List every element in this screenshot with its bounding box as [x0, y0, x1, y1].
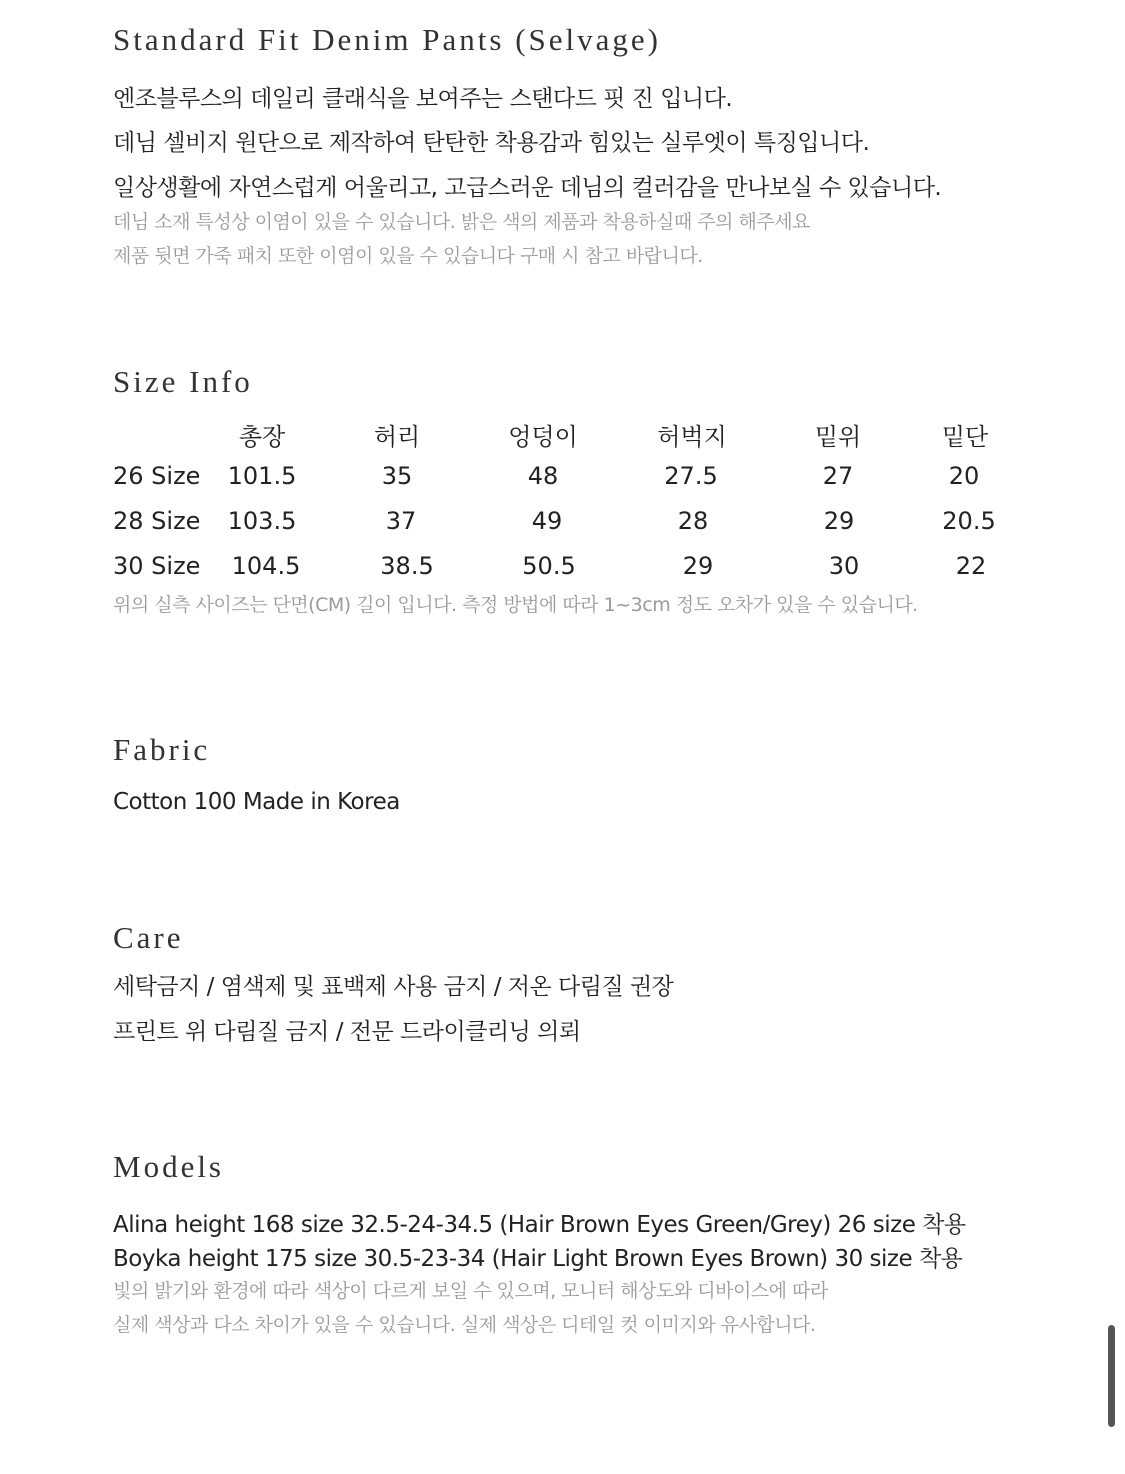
table-cell: 29 [823, 507, 855, 535]
table-cell: 22 [955, 552, 987, 580]
table-cell: 38.5 [380, 552, 434, 580]
table-cell: 103.5 [227, 507, 297, 535]
row-label: 28 Size [113, 507, 201, 535]
row-label: 30 Size [113, 552, 201, 580]
table-cell: 101.5 [227, 462, 297, 490]
column-header: 허리 [373, 423, 421, 451]
fabric-text: Cotton 100 Made in Korea [113, 789, 400, 815]
description-line: 일상생활에 자연스럽게 어울리고, 고급스러운 데님의 컬러감을 만나보실 수 있습니다. [113, 175, 942, 201]
table-cell: 48 [527, 462, 559, 490]
models-heading: Models [113, 1149, 224, 1184]
row-label: 26 Size [113, 462, 201, 490]
column-header: 허벅지 [657, 423, 727, 451]
description-note: 제품 뒷면 가죽 패치 또한 이염이 있을 수 있습니다 구매 시 참고 바랍니다. [113, 245, 703, 267]
column-header: 총장 [238, 423, 286, 451]
care-line: 세탁금지 / 염색제 및 표백제 사용 금지 / 저온 다림질 권장 [113, 974, 674, 1000]
table-cell: 27.5 [664, 462, 718, 490]
description-note: 데님 소재 특성상 이염이 있을 수 있습니다. 밝은 색의 제품과 착용하실때 주의 해주세요 [113, 211, 810, 233]
table-cell: 20 [948, 462, 980, 490]
column-header: 엉덩이 [508, 423, 578, 451]
table-cell: 30 [828, 552, 860, 580]
models-note: 실제 색상과 다소 차이가 있을 수 있습니다. 실제 색상은 디테일 컷 이미지와 유사합니다. [113, 1314, 816, 1336]
fabric-heading: Fabric [113, 732, 211, 767]
size-note: 위의 실측 사이즈는 단면(CM) 길이 입니다. 측정 방법에 따라 1~3cm 정도 오차가 있을 수 있습니다. [113, 594, 918, 616]
description-line: 엔조블루스의 데일리 클래식을 보여주는 스탠다드 핏 진 입니다. [113, 86, 733, 112]
care-heading: Care [113, 920, 184, 955]
care-line: 프린트 위 다림질 금지 / 전문 드라이클리닝 의뢰 [113, 1019, 581, 1045]
table-cell: 37 [385, 507, 417, 535]
column-header: 밑위 [814, 423, 862, 451]
model-line: Alina height 168 size 32.5-24-34.5 (Hair Brown Eyes Green/Grey) 26 size 착용 [113, 1212, 966, 1238]
models-note: 빛의 밝기와 환경에 따라 색상이 다르게 보일 수 있으며, 모니터 해상도와 디바이스에 따라 [113, 1280, 828, 1302]
product-title: Standard Fit Denim Pants (Selvage) [113, 22, 661, 57]
table-cell: 29 [682, 552, 714, 580]
table-cell: 104.5 [231, 552, 301, 580]
scrollbar[interactable] [1108, 1325, 1115, 1427]
model-line: Boyka height 175 size 30.5-23-34 (Hair Light Brown Eyes Brown) 30 size 착용 [113, 1246, 963, 1272]
column-header: 밑단 [941, 423, 989, 451]
table-cell: 27 [822, 462, 854, 490]
table-cell: 50.5 [522, 552, 576, 580]
table-cell: 20.5 [942, 507, 996, 535]
table-cell: 28 [677, 507, 709, 535]
description-line: 데님 셀비지 원단으로 제작하여 탄탄한 착용감과 힘있는 실루엣이 특징입니다. [113, 130, 870, 156]
size-info-heading: Size Info [113, 364, 253, 399]
table-cell: 49 [531, 507, 563, 535]
table-cell: 35 [381, 462, 413, 490]
